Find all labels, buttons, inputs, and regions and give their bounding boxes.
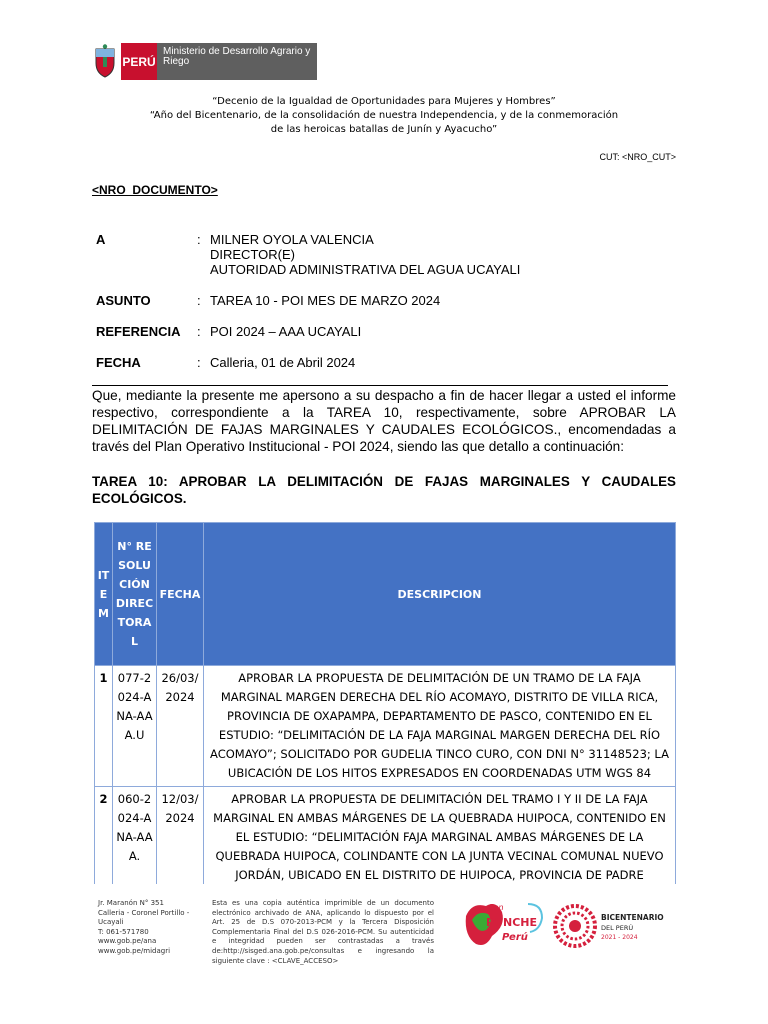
address-line: www.gob.pe/midagri xyxy=(98,946,171,955)
colon: : xyxy=(197,324,201,339)
colon: : xyxy=(197,355,201,370)
row-description: APROBAR LA PROPUESTA DE DELIMITACIÓN DE UN TRAMO DE LA FAJA MARGINAL MARGEN DERECHA DEL RÍO ACOMAYO, DISTRITO DE VILLA RICA, PROVINCIA DE OXAPAMPA, DEPARTAMENTO DE PASCO, CONTENIDO EN EL ESTUDIO: “DELIMITACIÓN DE LA FAJA MARGINAL MARGEN DERECHA DEL RÍO ACOMAYO”; SOLICITADO POR GUDELIA TINCO CURO, CON DNI N° 31148523; LA UBICACIÓN DE LOS HITOS EXPRESADOS EN COORDENADAS UTM WGS 84 xyxy=(204,666,676,787)
decree-block xyxy=(110,95,658,137)
country-label: PERÚ xyxy=(120,43,157,80)
svg-text:DEL PERÚ: DEL PERÚ xyxy=(601,924,634,932)
header-description: DESCRIPCION xyxy=(204,523,676,666)
colon: : xyxy=(197,293,201,308)
coat-of-arms-icon xyxy=(90,43,120,80)
subject-value: TAREA 10 - POI MES DE MARZO 2024 xyxy=(210,293,441,308)
recipient-title: DIRECTOR(E) xyxy=(210,247,295,262)
reference-value: POI 2024 – AAA UCAYALI xyxy=(210,324,362,339)
body-paragraph: Que, mediante la presente me apersono a su despacho a fin de hacer llegar a usted el informe respectivo, correspondiente a la TAREA 10, respectivamente, sobre APROBAR LA DELIMITACIÓN DE FAJAS MARGINALES Y CAUDALES ECOLÓGICOS., encomendadas a través del Plan Operativo Institucional - POI 2024, siendo las que detallo a continuación: xyxy=(92,388,676,454)
row-resolution: 077-2024-ANA-AAA.U xyxy=(113,666,157,787)
recipient-org: AUTORIDAD ADMINISTRATIVA DEL AGUA UCAYALI xyxy=(210,262,521,277)
reference-label: REFERENCIA xyxy=(96,324,181,339)
footer-address xyxy=(98,899,198,957)
bicentenario-logo xyxy=(553,901,683,951)
colon: : xyxy=(197,232,201,247)
ministry-label: Ministerio de Desarrollo Agrario y Riego xyxy=(157,43,317,80)
svg-text:BICENTENARIO: BICENTENARIO xyxy=(601,913,664,922)
recipient-name: MILNER OYOLA VALENCIA xyxy=(210,232,374,247)
table-row xyxy=(95,787,676,889)
decree-line: de las heroicas batallas de Junín y Ayacucho” xyxy=(270,124,498,135)
address-line: T: 061-571780 xyxy=(98,927,149,936)
row-item: 2 xyxy=(95,787,113,889)
header-date: FECHA xyxy=(157,523,204,666)
row-resolution: 060-2024-ANA-AAA. xyxy=(113,787,157,889)
resolutions-table xyxy=(94,522,676,889)
authenticity-note: Esta es una copia auténtica imprimible de un documento electrónico archivado de ANA, aplicando lo dispuesto por el Art. 25 de D.S 070-2013-PCM y la Tercera Disposición Complementaria Final del D.S 026-2016-PCM. Su autenticidad e integridad pueden ser contrastadas a través de:http://sisged.ana.gob.pe/consultas e ingresando la siguiente clave : <CLAVE_ACCESO> xyxy=(212,899,434,965)
decree-line: “Decenio de la Igualdad de Oportunidades para Mujeres y Hombres” xyxy=(212,96,556,107)
con-punche-peru-logo xyxy=(462,896,547,952)
svg-text:PUNCHE: PUNCHE xyxy=(486,916,537,929)
ministry-logo xyxy=(90,43,317,80)
decree-line: “Año del Bicentenario, de la consolidación de nuestra Independencia, y de la conmemoración xyxy=(149,110,619,121)
address-line: Calleria - Coronel Portillo - Ucayali xyxy=(98,908,190,927)
date-label: FECHA xyxy=(96,355,141,370)
task-title: TAREA 10: APROBAR LA DELIMITACIÓN DE FAJAS MARGINALES Y CAUDALES ECOLÓGICOS. xyxy=(92,474,676,506)
row-date: 12/03/2024 xyxy=(157,787,204,889)
address-line: www.gob.pe/ana xyxy=(98,937,157,946)
table-header-row xyxy=(95,523,676,666)
address-line: Jr. Maranón N° 351 xyxy=(98,899,164,907)
header-resolution: N° RESOLUCIÓN DIRECTORAL xyxy=(113,523,157,666)
document-number: <NRO_DOCUMENTO> xyxy=(92,183,218,197)
header-item: ITEM xyxy=(95,523,113,666)
recipient-label: A xyxy=(96,232,106,247)
svg-text:Perú: Perú xyxy=(502,932,528,943)
svg-text:Con: Con xyxy=(488,903,504,912)
date-value: Calleria, 01 de Abril 2024 xyxy=(210,355,356,370)
cut-code: CUT: <NRO_CUT> xyxy=(599,152,676,162)
subject-label: ASUNTO xyxy=(96,293,151,308)
divider xyxy=(92,385,668,386)
row-item: 1 xyxy=(95,666,113,787)
table-row xyxy=(95,666,676,787)
row-description: APROBAR LA PROPUESTA DE DELIMITACIÓN DEL TRAMO I Y II DE LA FAJA MARGINAL EN AMBAS MÁRGENES DE LA QUEBRADA HUIPOCA, CONTENIDO EN EL ESTUDIO: “DELIMITACIÓN FAJA MARGINAL AMBAS MÁRGENES DE LA QUEBRADA HUIPOCA, COLINDANTE CON LA JUNTA VECINAL COMUNAL NUEVO JORDÁN, UBICADO EN EL DISTRITO DE HUIPOCA, PROVINCIA DE PADRE xyxy=(204,787,676,889)
row-date: 26/03/2024 xyxy=(157,666,204,787)
svg-text:2021 - 2024: 2021 - 2024 xyxy=(601,934,638,941)
